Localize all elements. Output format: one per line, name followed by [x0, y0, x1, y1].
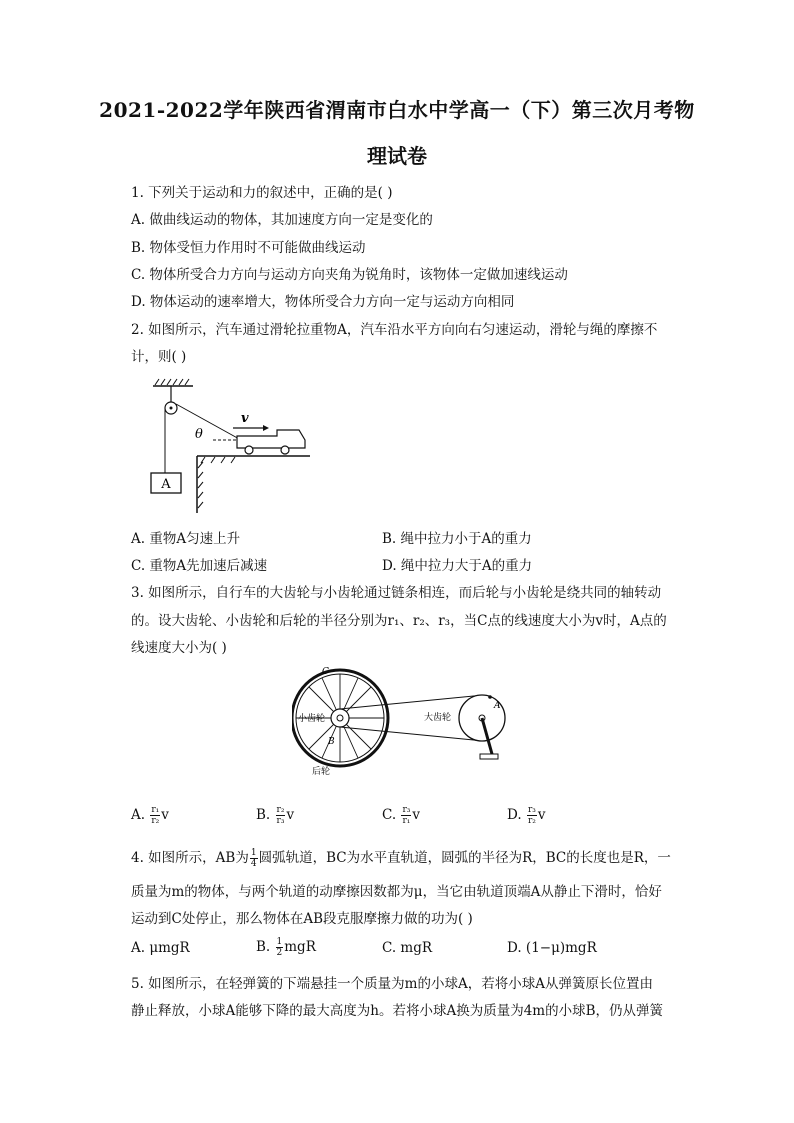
truck-icon: [237, 430, 305, 448]
q1-option-b: B. 物体受恒力作用时不可能做曲线运动: [131, 240, 366, 256]
q3-stem-line-1: 3. 如图所示，自行车的大齿轮与小齿轮通过链条相连，而后轮与小齿轮是绕共同的轴转动: [131, 585, 662, 601]
small-gear-label: 小齿轮: [298, 714, 326, 724]
q5-stem-line-1: 5. 如图所示，在轻弹簧的下端悬挂一个质量为m的小球A，若将小球A从弹簧原长位置由: [131, 976, 653, 992]
q4-option-d: D. (1−μ)mgR: [507, 940, 597, 956]
q3-bicycle-gear-figure: [292, 662, 510, 780]
q4-stem-line-3: 运动到C处停止，那么物体在AB段克服摩擦力做的功为( ): [131, 911, 473, 927]
q3-option-a: A. $\frac{\text{r₁}}{\text{r₂}}$ v: [131, 805, 169, 826]
q3-stem-line-3: 线速度大小为( ): [131, 640, 227, 656]
pedal-icon: [480, 754, 498, 759]
q1-option-a: A. 做曲线运动的物体，其加速度方向一定是变化的: [131, 212, 433, 228]
q2-stem-line-2: 计，则( ): [131, 349, 187, 365]
q1-stem: 1. 下列关于运动和力的叙述中，正确的是( ): [131, 185, 393, 201]
q4-option-c: C. mgR: [382, 940, 433, 956]
q4-option-b: B. $\frac{1}{2}$ mgR: [256, 937, 316, 958]
q2-option-b: B. 绳中拉力小于A的重力: [382, 531, 532, 547]
q3-option-c: C. $\frac{\text{r₃}}{\text{r₁}}$ v: [382, 805, 420, 826]
point-c-label: C: [322, 667, 329, 677]
q5-stem-line-2: 静止释放，小球A能够下降的最大高度为h。若将小球A换为质量为4m的小球B，仍从弹簧: [131, 1003, 664, 1019]
title-line-1: 2021-2022学年陕西省渭南市白水中学高一（下）第三次月考物: [99, 98, 695, 122]
block-a-label: A: [161, 477, 171, 492]
q4-option-a: A. μmgR: [131, 940, 190, 956]
rear-wheel-label: 后轮: [312, 767, 331, 777]
q1-option-d: D. 物体运动的速率增大，物体所受合力方向一定与运动方向相同: [131, 294, 515, 310]
q3-option-b: B. $\frac{\text{r₂}}{\text{r₃}}$ v: [256, 805, 295, 826]
q2-option-d: D. 绳中拉力大于A的重力: [382, 558, 533, 574]
point-b-label: B: [328, 737, 335, 747]
q3-option-d: D. $\frac{\text{r₃}}{\text{r₂}}$ v: [507, 805, 546, 826]
big-gear-label: 大齿轮: [424, 713, 452, 723]
q2-stem-line-1: 2. 如图所示，汽车通过滑轮拉重物A，汽车沿水平方向向右匀速运动，滑轮与绳的摩擦不: [131, 322, 658, 338]
angle-theta-label: θ: [195, 427, 203, 442]
q2-option-a: A. 重物A匀速上升: [131, 531, 241, 547]
point-a-label: A: [494, 701, 501, 711]
velocity-label: v: [241, 411, 249, 426]
q3-stem-line-2: 的。设大齿轮、小齿轮和后轮的半径分别为r₁、r₂、r₃，当C点的线速度大小为v时，A点的: [131, 613, 667, 629]
q2-option-c: C. 重物A先加速后减速: [131, 558, 268, 574]
q4-stem-line-2: 质量为m的物体，与两个轨道的动摩擦因数都为μ，当它由轨道顶端A从静止下滑时，恰好: [131, 884, 662, 900]
q4-stem-line-1: 4. 如图所示，AB为 $\frac{1}{4}$ 圆弧轨道，BC为水平直轨道，圆弧的半径为R，BC的长度也是R，一: [131, 848, 671, 869]
title-line-2: 理试卷: [367, 144, 427, 168]
q1-option-c: C. 物体所受合力方向与运动方向夹角为锐角时，该物体一定做加速线运动: [131, 267, 568, 283]
q2-pulley-figure: [145, 378, 315, 518]
